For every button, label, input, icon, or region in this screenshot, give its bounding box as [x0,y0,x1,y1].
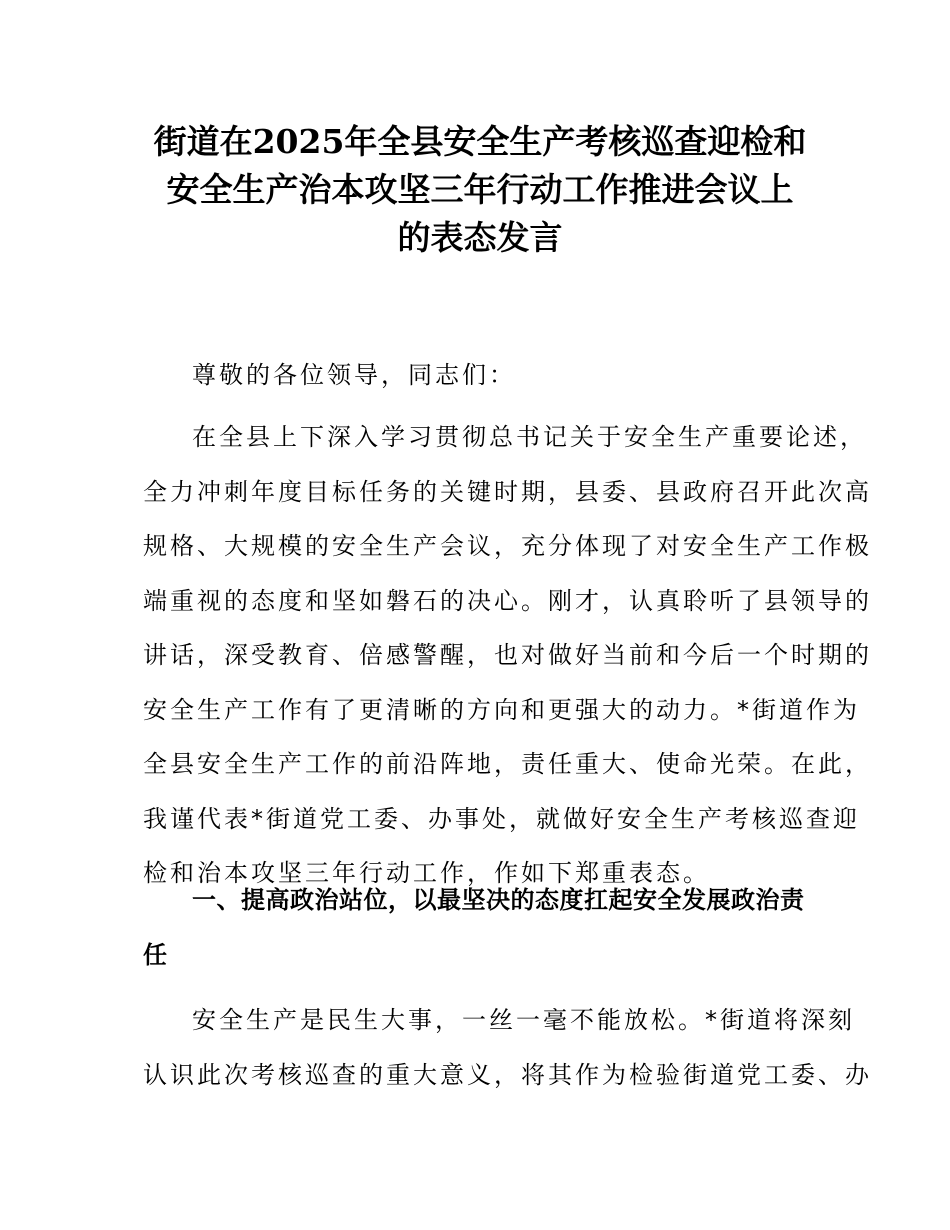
heading-line: 任 [143,940,168,969]
section-heading-1 [143,873,813,982]
paragraph-line: 全县安全生产工作的前沿阵地，责任重大、使命光荣。在此， [143,750,872,778]
paragraph-line: 检和治本攻坚三年行动工作，作如下郑重表态。 [143,859,710,887]
salutation [143,348,813,403]
heading-line: 一、提高政治站位，以最坚决的态度扛起安全发展政治责 [192,886,805,914]
paragraph-section-1 [143,993,872,1102]
paragraph-line: 全力冲刺年度目标任务的关键时期，县委、县政府召开此次高 [143,477,872,506]
salutation-text: 尊敬的各位领导，同志们： [192,361,516,389]
paragraph-line: 讲话，深受教育、倍感警醒，也对做好当前和今后一个时期的 [143,641,872,669]
paragraph-line: 安全生产工作有了更清晰的方向和更强大的动力。*街道作为 [143,695,860,724]
paragraph-intro [143,410,872,901]
title-line-2: 安全生产治本攻坚三年行动工作推进会议上 [166,170,794,209]
paragraph-line: 安全生产是民生大事，一丝一毫不能放松。*街道将深刻 [192,1006,855,1034]
document-title [140,118,820,262]
title-line-3: 的表态发言 [397,218,563,257]
paragraph-line: 规格、大规模的安全生产会议，充分体现了对安全生产工作极 [143,532,872,560]
paragraph-line: 端重视的态度和坚如磐石的决心。刚才，认真聆听了县领导的 [143,586,872,615]
paragraph-line: 在全县上下深入学习贯彻总书记关于安全生产重要论述， [192,423,867,451]
paragraph-line: 我谨代表*街道党工委、办事处，就做好安全生产考核巡查迎 [143,804,860,833]
paragraph-line: 认识此次考核巡查的重大意义，将其作为检验街道党工委、办 [143,1060,872,1089]
title-line-1: 街道在2025年全县安全生产考核巡查迎检和 [153,122,807,161]
